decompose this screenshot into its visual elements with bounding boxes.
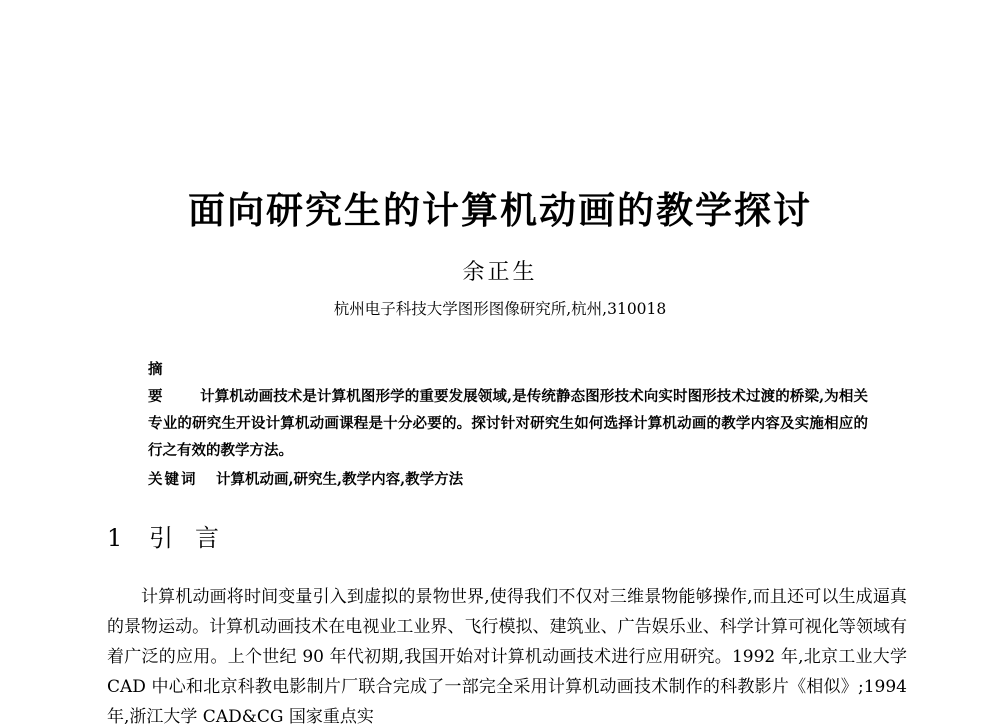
section-heading [107, 520, 241, 556]
section-number: 1 [107, 524, 123, 552]
keywords [148, 466, 868, 493]
author-affiliation: 杭州电子科技大学图形图像研究所,杭州,310018 [333, 300, 667, 318]
section-body [107, 582, 907, 724]
section-title: 引言 [149, 524, 241, 552]
abstract-text: 计算机动画技术是计算机图形学的重要发展领域,是传统静态图形技术向实时图形技术过渡的桥梁,为相关专业的研究生开设计算机动画课程是十分必要的。探讨针对研究生如何选择计算机动画的教学内容及实施相应的行之有效的教学方法。 [148, 388, 868, 459]
body-paragraph: 计算机动画将时间变量引入到虚拟的景物世界,使得我们不仅对三维景物能够操作,而且还可以生成逼真的景物运动。计算机动画技术在电视业工业界、飞行模拟、建筑业、广告娱乐业、科学计算可视化等领域有着广泛的应用。上个世纪 90 年代初期,我国开始对计算机动画技术进行应用研究。1992 年,北京工业大学 CAD 中心和北京科教电影制片厂联合完成了一部完全采用计算机动画技术制作的科教影片《相似》;1994 年,浙江大学 CAD&CG 国家重点实 [107, 587, 907, 724]
abstract-label: 摘要 [148, 361, 179, 405]
author-name: 余正生 [462, 260, 538, 285]
keywords-text: 计算机动画,研究生,教学内容,教学方法 [216, 471, 464, 488]
abstract [148, 356, 868, 464]
paper-title: 面向研究生的计算机动画的教学探讨 [188, 189, 812, 232]
keywords-label: 关键词 [148, 471, 198, 488]
